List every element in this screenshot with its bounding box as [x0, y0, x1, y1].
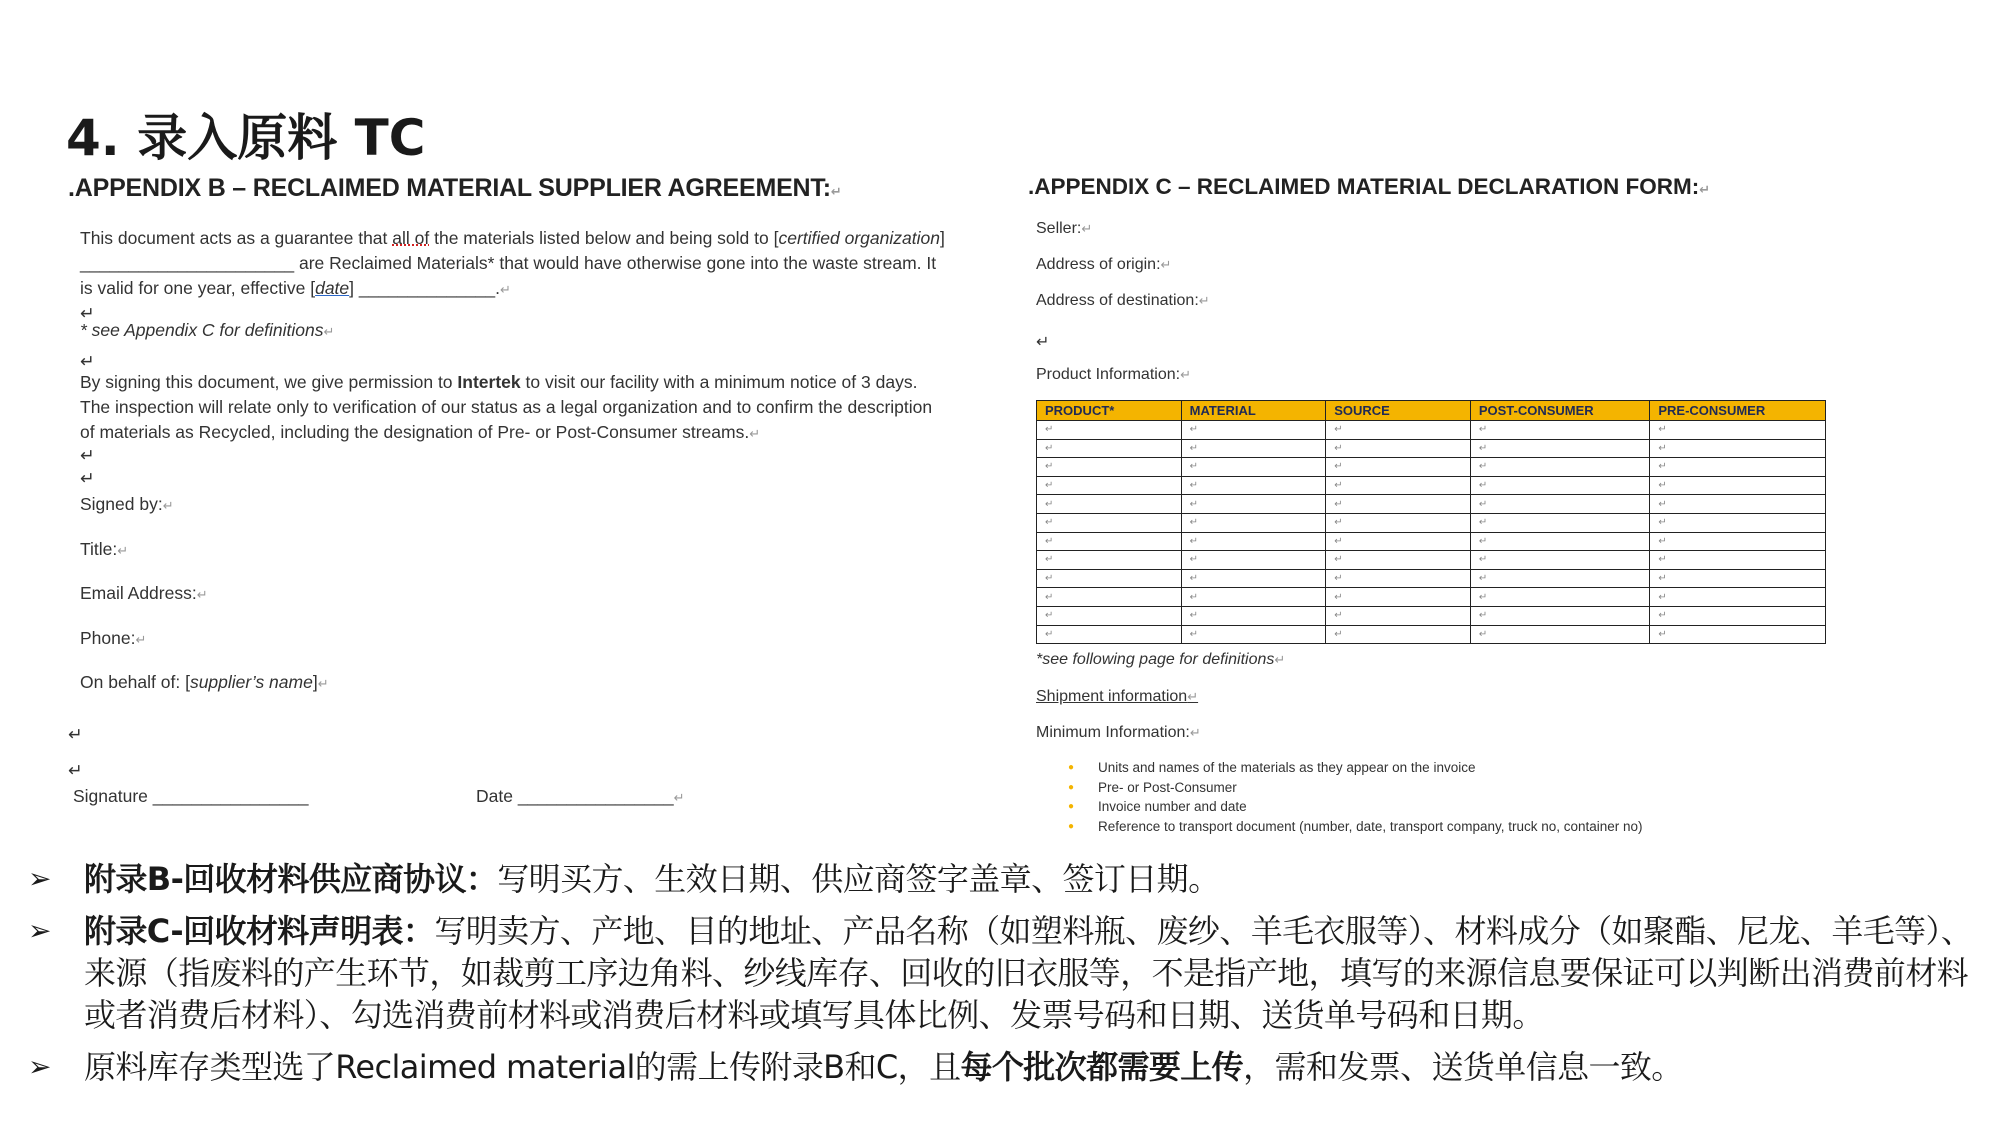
table-cell [1650, 476, 1826, 495]
table-row [1037, 439, 1826, 458]
paragraph-mark: ↵ [80, 468, 95, 488]
paragraph-mark: ↵ [68, 724, 83, 744]
table-cell [1470, 551, 1650, 570]
table-row [1037, 495, 1826, 514]
phone-label: Phone:↵ [80, 628, 147, 648]
email-address-label: Email Address:↵ [80, 583, 208, 603]
table-cell [1650, 551, 1826, 570]
title-label: Title:↵ [80, 539, 129, 559]
table-cell [1650, 458, 1826, 477]
arrow-bullet-icon: ➢ [28, 862, 52, 895]
table-cell [1470, 532, 1650, 551]
table-row [1037, 551, 1826, 570]
table-row [1037, 476, 1826, 495]
table-cell [1037, 421, 1182, 440]
paragraph-mark: ↵ [80, 445, 95, 465]
minimum-information-label: Minimum Information:↵ [1036, 724, 1201, 741]
table-cell [1650, 569, 1826, 588]
table-cell [1470, 439, 1650, 458]
table-cell [1326, 551, 1471, 570]
table-cell [1326, 495, 1471, 514]
appendix-c-heading: .APPENDIX C – RECLAIMED MATERIAL DECLARATION FORM:↵ [1028, 174, 1711, 199]
list-item: ● Pre- or Post-Consumer [1068, 778, 1643, 798]
list-item: ● Units and names of the materials as they appear on the invoice [1068, 758, 1643, 778]
paragraph-mark: ↵ [80, 351, 95, 371]
signed-by-label: Signed by:↵ [80, 494, 174, 514]
table-cell [1650, 532, 1826, 551]
table-row [1037, 458, 1826, 477]
header-post-consumer: POST-CONSUMER [1470, 401, 1650, 421]
table-cell [1650, 439, 1826, 458]
table-cell [1181, 569, 1326, 588]
table-cell [1326, 458, 1471, 477]
table-cell [1326, 569, 1471, 588]
date-line: Date ________________↵ [476, 786, 685, 806]
address-origin-label: Address of origin:↵ [1036, 256, 1172, 273]
table-cell [1037, 606, 1182, 625]
table-cell [1326, 588, 1471, 607]
declaration-table [1036, 400, 1826, 644]
table-cell [1181, 513, 1326, 532]
table-cell [1470, 421, 1650, 440]
table-cell [1181, 458, 1326, 477]
table-cell [1470, 495, 1650, 514]
table-cell [1181, 476, 1326, 495]
table-cell [1470, 588, 1650, 607]
arrow-bullet-icon: ➢ [28, 1050, 52, 1083]
table-row [1037, 513, 1826, 532]
table-cell [1650, 606, 1826, 625]
slide-title: 4. 录入原料 TC [66, 109, 426, 167]
table-cell [1181, 588, 1326, 607]
seller-label: Seller:↵ [1036, 220, 1093, 237]
table-cell [1470, 606, 1650, 625]
table-cell [1326, 625, 1471, 644]
table-cell [1326, 476, 1471, 495]
table-cell [1650, 495, 1826, 514]
appendix-c-document [1028, 168, 1928, 848]
table-cell [1326, 421, 1471, 440]
table-cell [1037, 588, 1182, 607]
table-cell [1470, 476, 1650, 495]
table-row [1037, 606, 1826, 625]
paragraph-mark: ↵ [68, 760, 83, 780]
table-cell [1037, 458, 1182, 477]
signature-line: Signature ________________ [73, 786, 309, 806]
shipment-information-label: Shipment information↵ [1036, 688, 1199, 705]
table-cell [1181, 495, 1326, 514]
table-cell [1037, 476, 1182, 495]
table-row [1037, 588, 1826, 607]
table-cell [1650, 421, 1826, 440]
table-cell [1181, 532, 1326, 551]
table-cell [1326, 439, 1471, 458]
table-header-row [1037, 401, 1826, 421]
appendix-b-permission-paragraph: By signing this document, we give permission to Intertek to visit our facility with a minimum notice of 3 days. The inspection will relate only to verification of our status as a legal organization and to confirm the description of materials as Recycled, including the designation of Pre- or Post-Consumer streams.↵ [80, 372, 933, 442]
table-cell [1037, 625, 1182, 644]
table-cell [1326, 532, 1471, 551]
table-cell [1037, 551, 1182, 570]
table-cell [1037, 495, 1182, 514]
table-cell [1326, 606, 1471, 625]
appendix-b-heading: .APPENDIX B – RECLAIMED MATERIAL SUPPLIER AGREEMENT:↵ [68, 174, 842, 202]
table-cell [1650, 625, 1826, 644]
header-product: PRODUCT* [1037, 401, 1182, 421]
see-following-note: *see following page for definitions↵ [1036, 651, 1286, 668]
header-pre-consumer: PRE-CONSUMER [1650, 401, 1826, 421]
on-behalf-of-label: On behalf of: [supplier’s name]↵ [80, 672, 329, 692]
table-cell [1181, 439, 1326, 458]
table-cell [1181, 606, 1326, 625]
table-cell [1181, 551, 1326, 570]
table-cell [1181, 421, 1326, 440]
minimum-information-list [1068, 758, 1643, 836]
table-cell [1650, 513, 1826, 532]
table-cell [1470, 513, 1650, 532]
address-destination-label: Address of destination:↵ [1036, 292, 1210, 309]
list-item: ● Reference to transport document (number, date, transport company, truck no, container no) [1068, 817, 1643, 837]
table-cell [1470, 458, 1650, 477]
table-cell [1037, 532, 1182, 551]
table-cell [1470, 625, 1650, 644]
paragraph-mark: ↵ [1036, 334, 1050, 351]
table-row [1037, 421, 1826, 440]
table-row [1037, 532, 1826, 551]
table-cell [1037, 513, 1182, 532]
table-cell [1037, 569, 1182, 588]
table-cell [1326, 513, 1471, 532]
appendix-b-document [68, 168, 948, 838]
table-cell [1470, 569, 1650, 588]
table-cell [1181, 625, 1326, 644]
table-cell [1037, 439, 1182, 458]
paragraph-mark: ↵ [80, 303, 95, 323]
appendix-b-footnote: * see Appendix C for definitions↵ [80, 320, 335, 340]
table-row [1037, 625, 1826, 644]
table-cell [1650, 588, 1826, 607]
product-information-label: Product Information:↵ [1036, 366, 1191, 383]
header-source: SOURCE [1326, 401, 1471, 421]
header-material: MATERIAL [1181, 401, 1326, 421]
table-row [1037, 569, 1826, 588]
list-item: ● Invoice number and date [1068, 797, 1643, 817]
appendix-b-guarantee-paragraph: This document acts as a guarantee that all of the materials listed below and being sold to [certified organization] ______________________ are Reclaimed Materials* that would have otherwise gone into the waste stream. It is valid for one year, effective [date] ______________.↵ [80, 228, 945, 298]
declaration-table-body [1037, 421, 1826, 644]
arrow-bullet-icon: ➢ [28, 914, 52, 947]
